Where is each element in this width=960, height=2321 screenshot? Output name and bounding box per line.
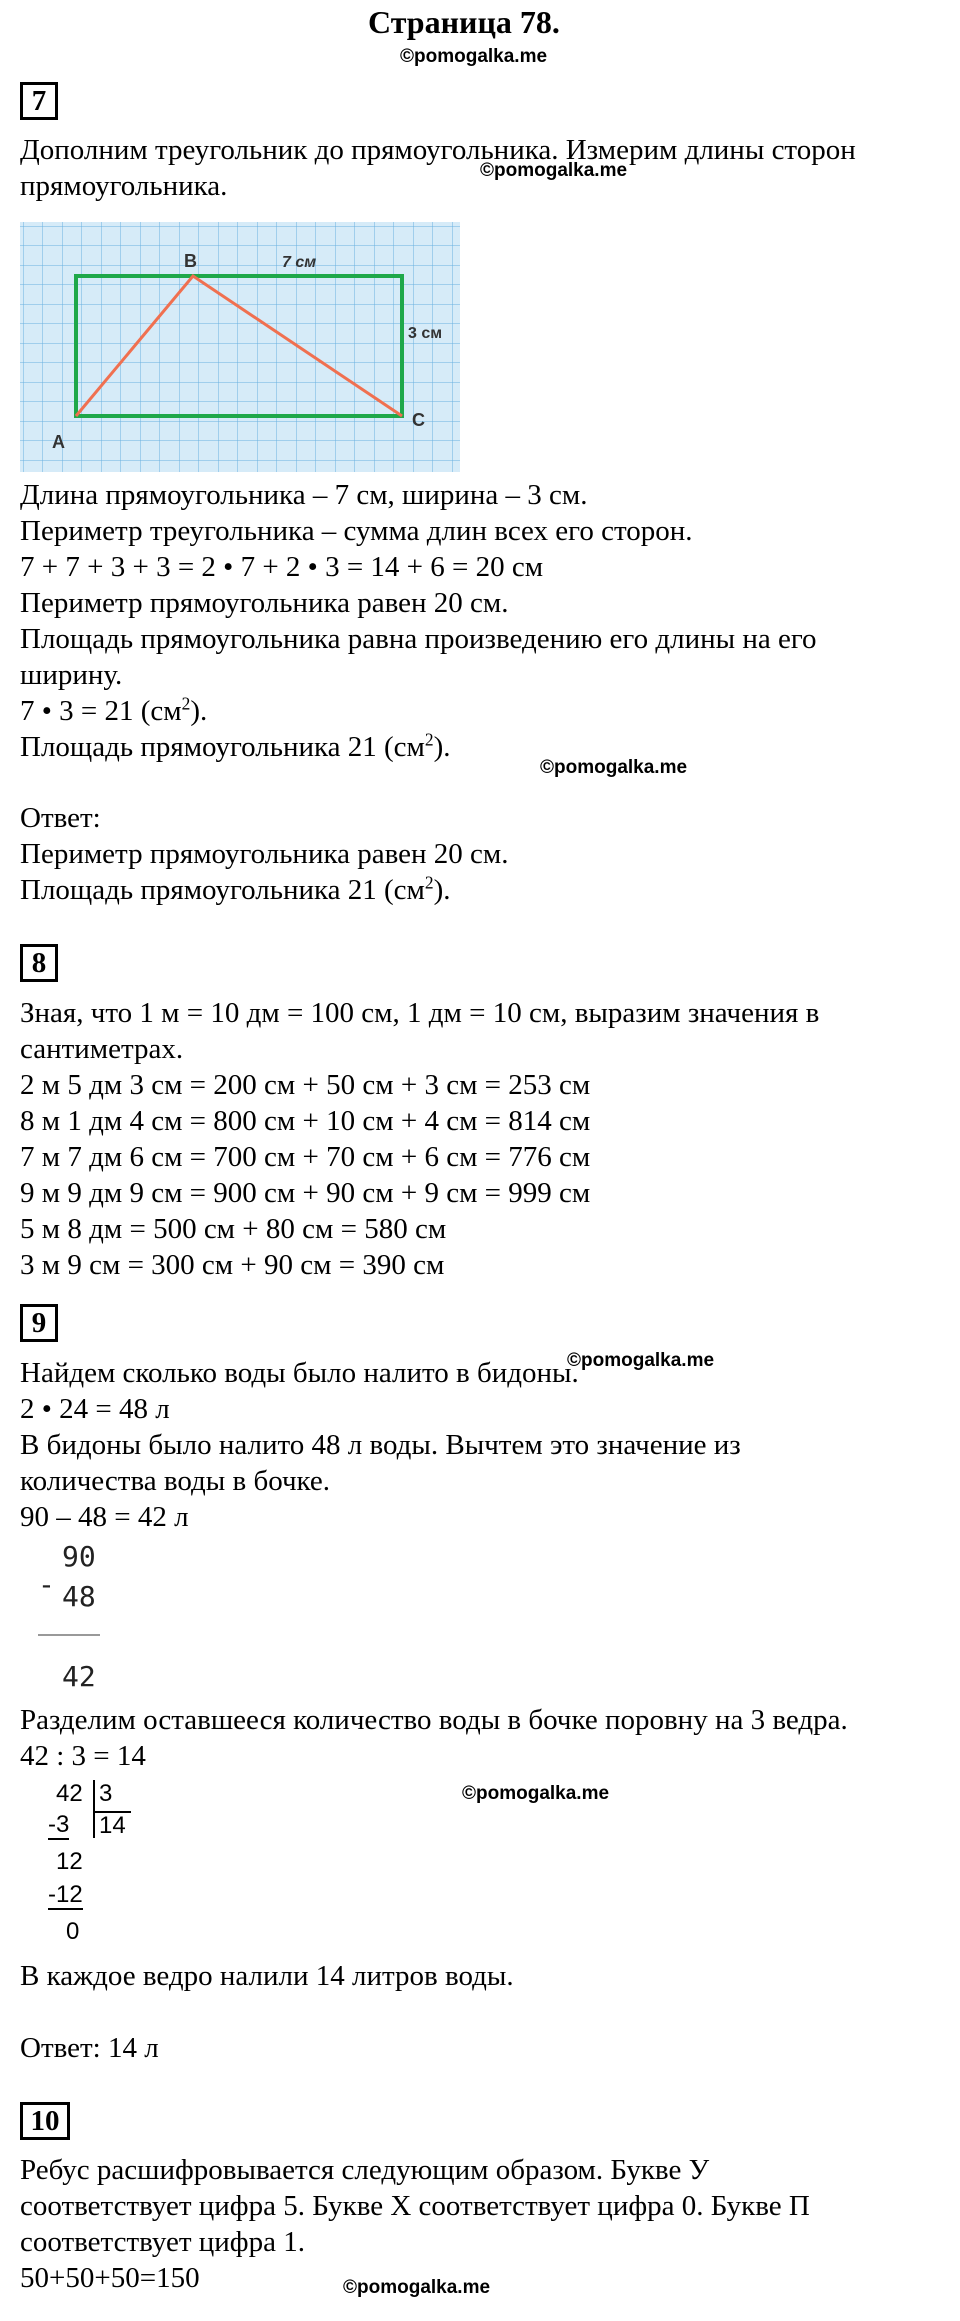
task7-intro-line1: Дополним треугольник до прямоугольника. Измерим длины сторон xyxy=(20,134,856,166)
watermark: ©pomogalka.me xyxy=(480,160,628,181)
watermark: ©pomogalka.me xyxy=(567,1350,715,1371)
column-sub-line xyxy=(38,1634,100,1636)
label-a: A xyxy=(52,432,65,452)
task-number-10: 10 xyxy=(20,2102,70,2140)
task8-conversion-line: 5 м 8 дм = 500 см + 80 см = 580 см xyxy=(20,1213,447,1245)
long-div-dividend: 42 xyxy=(56,1780,83,1807)
watermark: ©pomogalka.me xyxy=(540,757,688,778)
task10-line4: 50+50+50=150 xyxy=(20,2262,200,2294)
long-div-vertical xyxy=(93,1780,95,1838)
task9-line7: 42 : 3 = 14 xyxy=(20,1740,146,1772)
task7-line1: Длина прямоугольника – 7 см, ширина – 3 см. xyxy=(20,479,588,511)
task9-line6: Разделим оставшееся количество воды в бочке поровну на 3 ведра. xyxy=(20,1704,848,1736)
task10-line3: соответствует цифра 1. xyxy=(20,2226,305,2258)
task8-conversion-line: 8 м 1 дм 4 см = 800 см + 10 см + 4 см = 814 см xyxy=(20,1105,591,1137)
label-c: C xyxy=(412,410,425,430)
task9-line3: В бидоны было налито 48 л воды. Вычтем это значение из xyxy=(20,1429,741,1461)
task8-intro-line2: сантиметрах. xyxy=(20,1033,184,1065)
watermark: ©pomogalka.me xyxy=(343,2277,491,2298)
task9-line8: В каждое ведро налили 14 литров воды. xyxy=(20,1960,514,1992)
watermark: ©pomogalka.me xyxy=(462,1783,610,1804)
task9-line4: количества воды в бочке. xyxy=(20,1465,331,1497)
task8-conversion-line: 9 м 9 дм 9 см = 900 см + 90 см + 9 см = 999 см xyxy=(20,1177,591,1209)
rectangle-triangle-figure xyxy=(20,222,460,472)
long-div-quotient: 14 xyxy=(99,1812,126,1839)
task9-line2: 2 • 24 = 48 л xyxy=(20,1393,170,1425)
task7-line2: Периметр треугольника – сумма длин всех его сторон. xyxy=(20,515,693,547)
task8-intro-line1: Зная, что 1 м = 10 дм = 100 см, 1 дм = 10 см, выразим значения в xyxy=(20,997,820,1029)
column-sub-bottom: 48 xyxy=(62,1580,96,1613)
task7-line7: 7 • 3 = 21 $(см^2)$. xyxy=(20,693,208,727)
long-div-divisor: 3 xyxy=(99,1780,113,1807)
column-sub-top: 90 xyxy=(62,1540,96,1573)
task8-conversion-line: 2 м 5 дм 3 см = 200 см + 50 см + 3 см = 253 см xyxy=(20,1069,591,1101)
task7-line8: Площадь прямоугольника 21 $(см^2)$. xyxy=(20,729,451,763)
label-b: B xyxy=(184,251,197,271)
task7-intro-line2: прямоугольника. xyxy=(20,170,228,202)
task9-line5: 90 – 48 = 42 л xyxy=(20,1501,189,1533)
long-div-remainder2: 0 xyxy=(66,1918,80,1945)
task-number-7: 7 xyxy=(20,82,58,120)
label-width: 3 см xyxy=(408,325,443,342)
column-sub-result: 42 xyxy=(62,1660,96,1693)
task9-answer: Ответ: 14 л xyxy=(20,2032,159,2064)
task7-line6: ширину. xyxy=(20,659,123,691)
task-number-8: 8 xyxy=(20,944,58,982)
task9-line1: Найдем сколько воды было налито в бидоны. xyxy=(20,1357,579,1389)
task10-line2: соответствует цифра 5. Букве Х соответствует цифра 0. Букве П xyxy=(20,2190,810,2222)
task8-conversion-line: 7 м 7 дм 6 см = 700 см + 70 см + 6 см = 776 см xyxy=(20,1141,591,1173)
long-div-remainder1: 12 xyxy=(56,1848,83,1875)
long-div-step2: -12 xyxy=(48,1881,83,1908)
watermark: ©pomogalka.me xyxy=(400,46,548,67)
task7-line3: 7 + 7 + 3 + 3 = 2 • 7 + 2 • 3 = 14 + 6 = 20 см xyxy=(20,551,544,583)
task7-answer2: Площадь прямоугольника 21 $(см^2)$. xyxy=(20,872,451,906)
task7-answer-label: Ответ: xyxy=(20,802,101,834)
task7-line5: Площадь прямоугольника равна произведению его длины на его xyxy=(20,623,817,655)
long-div-step1: -3 xyxy=(48,1811,70,1838)
column-sub-sign: - xyxy=(38,1568,55,1601)
task-number-9: 9 xyxy=(20,1304,58,1342)
label-length: 7 см xyxy=(282,254,317,271)
task10-line1: Ребус расшифровывается следующим образом. Букве У xyxy=(20,2154,710,2186)
task7-line4: Периметр прямоугольника равен 20 см. xyxy=(20,587,509,619)
page-title: Страница 78. xyxy=(368,4,560,40)
task7-answer1: Периметр прямоугольника равен 20 см. xyxy=(20,838,509,870)
task8-conversion-line: 3 м 9 см = 300 см + 90 см = 390 см xyxy=(20,1249,445,1281)
